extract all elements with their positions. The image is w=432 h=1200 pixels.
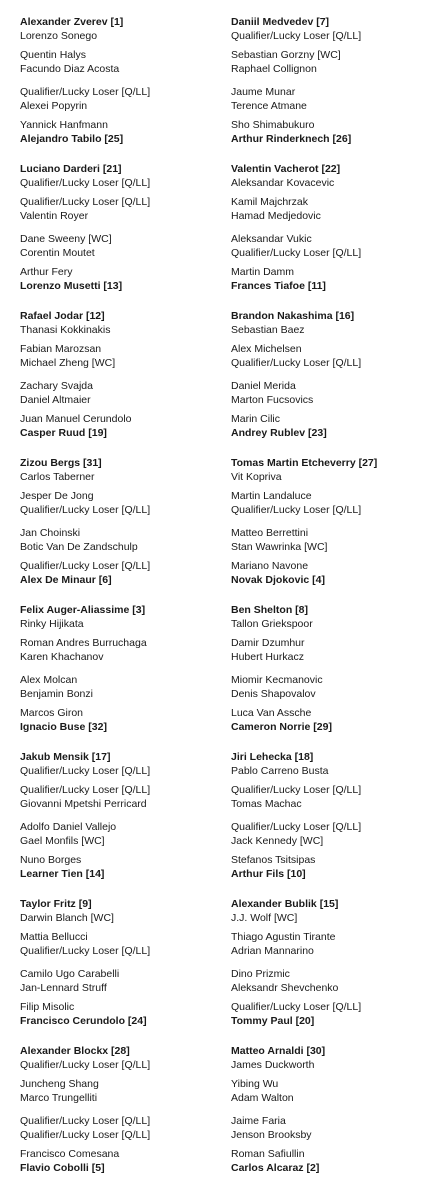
- player-name: Stan Wawrinka [WC]: [231, 540, 328, 553]
- seeded-player-name: Alex De Minaur [6]: [20, 573, 112, 586]
- seeded-player-name: Novak Djokovic [4]: [231, 573, 325, 586]
- draw-section: [231, 310, 431, 457]
- player-name: Thiago Agustin Tirante: [231, 931, 336, 943]
- match-pair: [20, 854, 220, 881]
- seeded-player-name: Frances Tiafoe [11]: [231, 279, 326, 292]
- match-pair: [231, 380, 431, 407]
- match-pair: [20, 196, 220, 223]
- player-name: Alexei Popyrin: [20, 99, 88, 112]
- player-name: Pablo Carreno Busta: [231, 764, 329, 777]
- match-pair: [20, 233, 220, 260]
- player-name: Qualifier/Lucky Loser [Q/LL]: [231, 356, 362, 369]
- match-pair: [231, 854, 431, 881]
- draw-section: [231, 163, 431, 310]
- draw-section: [231, 751, 431, 898]
- player-name: Juncheng Shang: [20, 1078, 99, 1090]
- seeded-player-name: Luciano Darderi [21]: [20, 163, 122, 175]
- match-pair: [20, 1115, 220, 1142]
- player-name: Mattia Bellucci: [20, 931, 88, 943]
- match-pair: [231, 343, 431, 370]
- seeded-player-name: Arthur Fils [10]: [231, 867, 306, 880]
- player-name: Roman Andres Burruchaga: [20, 637, 147, 649]
- match-pair: [20, 119, 220, 146]
- match-pair: [20, 163, 220, 190]
- player-name: Qualifier/Lucky Loser [Q/LL]: [20, 176, 151, 189]
- player-name: Denis Shapovalov: [231, 687, 316, 700]
- draw-section: [231, 898, 431, 1045]
- seeded-player-name: Flavio Cobolli [5]: [20, 1161, 105, 1174]
- player-name: Martin Damm: [231, 266, 295, 278]
- seeded-player-name: Alexander Zverev [1]: [20, 16, 124, 28]
- match-pair: [231, 1001, 431, 1028]
- match-pair: [231, 560, 431, 587]
- player-name: Miomir Kecmanovic: [231, 674, 323, 686]
- player-name: Adrian Mannarino: [231, 944, 314, 957]
- match-pair: [231, 527, 431, 554]
- player-name: Luca Van Assche: [231, 707, 312, 719]
- player-name: Tallon Griekspoor: [231, 617, 313, 630]
- seeded-player-name: Alexander Bublik [15]: [231, 898, 339, 910]
- seeded-player-name: Tommy Paul [20]: [231, 1014, 315, 1027]
- seeded-player-name: Rafael Jodar [12]: [20, 310, 105, 322]
- player-name: Hubert Hurkacz: [231, 650, 304, 663]
- player-name: Qualifier/Lucky Loser [Q/LL]: [20, 560, 151, 572]
- seeded-player-name: Casper Ruud [19]: [20, 426, 107, 439]
- player-name: Fabian Marozsan: [20, 343, 102, 355]
- match-pair: [20, 457, 220, 484]
- match-pair: [20, 1045, 220, 1072]
- match-pair: [20, 49, 220, 76]
- match-pair: [231, 266, 431, 293]
- player-name: Jenson Brooksby: [231, 1128, 312, 1141]
- player-name: J.J. Wolf [WC]: [231, 911, 298, 924]
- player-name: Qualifier/Lucky Loser [Q/LL]: [20, 1058, 151, 1071]
- match-pair: [20, 343, 220, 370]
- player-name: Qualifier/Lucky Loser [Q/LL]: [20, 86, 151, 98]
- player-name: Qualifier/Lucky Loser [Q/LL]: [20, 944, 151, 957]
- seeded-player-name: Brandon Nakashima [16]: [231, 310, 355, 322]
- match-pair: [231, 674, 431, 701]
- seeded-player-name: Learner Tien [14]: [20, 867, 105, 880]
- match-pair: [231, 707, 431, 734]
- draw-section: [231, 1045, 431, 1192]
- seeded-player-name: Francisco Cerundolo [24]: [20, 1014, 147, 1027]
- match-pair: [231, 1148, 431, 1175]
- match-pair: [231, 86, 431, 113]
- seeded-player-name: Alexander Blockx [28]: [20, 1045, 130, 1057]
- match-pair: [20, 931, 220, 958]
- player-name: Jesper De Jong: [20, 490, 94, 502]
- match-pair: [20, 674, 220, 701]
- player-name: Nuno Borges: [20, 854, 82, 866]
- player-name: James Duckworth: [231, 1058, 315, 1071]
- player-name: Camilo Ugo Carabelli: [20, 968, 120, 980]
- player-name: Jack Kennedy [WC]: [231, 834, 324, 847]
- match-pair: [20, 751, 220, 778]
- player-name: Martin Landaluce: [231, 490, 312, 502]
- player-name: Gael Monfils [WC]: [20, 834, 105, 847]
- player-name: Damir Dzumhur: [231, 637, 305, 649]
- player-name: Darwin Blanch [WC]: [20, 911, 114, 924]
- player-name: Corentin Moutet: [20, 246, 95, 259]
- match-pair: [231, 784, 431, 811]
- player-name: Hamad Medjedovic: [231, 209, 321, 222]
- seeded-player-name: Andrey Rublev [23]: [231, 426, 327, 439]
- draw-section: [20, 310, 220, 457]
- match-pair: [20, 86, 220, 113]
- match-pair: [20, 413, 220, 440]
- match-pair: [231, 49, 431, 76]
- player-name: Tomas Machac: [231, 797, 302, 810]
- match-pair: [20, 1148, 220, 1175]
- player-name: Carlos Taberner: [20, 470, 95, 483]
- player-name: Matteo Berrettini: [231, 527, 309, 539]
- seeded-player-name: Zizou Bergs [31]: [20, 457, 102, 469]
- draw-column-left: [20, 16, 220, 1192]
- player-name: Giovanni Mpetshi Perricard: [20, 797, 147, 810]
- player-name: Zachary Svajda: [20, 380, 93, 392]
- player-name: Qualifier/Lucky Loser [Q/LL]: [20, 1128, 151, 1141]
- seeded-player-name: Felix Auger-Aliassime [3]: [20, 604, 146, 616]
- draw-section: [20, 1045, 220, 1192]
- seeded-player-name: Carlos Alcaraz [2]: [231, 1161, 320, 1174]
- seeded-player-name: Taylor Fritz [9]: [20, 898, 92, 910]
- match-pair: [20, 380, 220, 407]
- player-name: Qualifier/Lucky Loser [Q/LL]: [231, 503, 362, 516]
- player-name: Sebastian Baez: [231, 323, 305, 336]
- player-name: Raphael Collignon: [231, 62, 317, 75]
- player-name: Yibing Wu: [231, 1078, 279, 1090]
- player-name: Qualifier/Lucky Loser [Q/LL]: [231, 246, 362, 259]
- player-name: Qualifier/Lucky Loser [Q/LL]: [231, 1001, 362, 1013]
- match-pair: [231, 1078, 431, 1105]
- player-name: Qualifier/Lucky Loser [Q/LL]: [20, 764, 151, 777]
- player-name: Facundo Diaz Acosta: [20, 62, 120, 75]
- match-pair: [20, 821, 220, 848]
- player-name: Roman Safiullin: [231, 1148, 305, 1160]
- player-name: Daniel Merida: [231, 380, 296, 392]
- player-name: Qualifier/Lucky Loser [Q/LL]: [231, 821, 362, 833]
- match-pair: [231, 413, 431, 440]
- player-name: Dino Prizmic: [231, 968, 290, 980]
- player-name: Adam Walton: [231, 1091, 294, 1104]
- player-name: Marin Cilic: [231, 413, 281, 425]
- player-name: Jan Choinski: [20, 527, 81, 539]
- player-name: Karen Khachanov: [20, 650, 104, 663]
- match-pair: [231, 931, 431, 958]
- player-name: Aleksandr Shevchenko: [231, 981, 339, 994]
- match-pair: [231, 821, 431, 848]
- player-name: Jaime Faria: [231, 1115, 286, 1127]
- player-name: Jan-Lennard Struff: [20, 981, 107, 994]
- match-pair: [20, 266, 220, 293]
- match-pair: [231, 490, 431, 517]
- player-name: Qualifier/Lucky Loser [Q/LL]: [231, 29, 362, 42]
- player-name: Sho Shimabukuro: [231, 119, 315, 131]
- draw-section: [20, 16, 220, 163]
- match-pair: [20, 1078, 220, 1105]
- player-name: Michael Zheng [WC]: [20, 356, 116, 369]
- match-pair: [231, 196, 431, 223]
- match-pair: [20, 968, 220, 995]
- match-pair: [20, 310, 220, 337]
- player-name: Vit Kopriva: [231, 470, 282, 483]
- player-name: Qualifier/Lucky Loser [Q/LL]: [20, 503, 151, 516]
- seeded-player-name: Jiri Lehecka [18]: [231, 751, 314, 763]
- seeded-player-name: Tomas Martin Etcheverry [27]: [231, 457, 378, 469]
- player-name: Yannick Hanfmann: [20, 119, 108, 131]
- player-name: Terence Atmane: [231, 99, 307, 112]
- match-pair: [231, 968, 431, 995]
- match-pair: [231, 1045, 431, 1072]
- match-pair: [231, 163, 431, 190]
- match-pair: [20, 637, 220, 664]
- player-name: Sebastian Gorzny [WC]: [231, 49, 341, 61]
- player-name: Benjamin Bonzi: [20, 687, 93, 700]
- draw-section: [20, 163, 220, 310]
- seeded-player-name: Lorenzo Musetti [13]: [20, 279, 123, 292]
- seeded-player-name: Alejandro Tabilo [25]: [20, 132, 124, 145]
- draw-section: [20, 751, 220, 898]
- player-name: Qualifier/Lucky Loser [Q/LL]: [20, 1115, 151, 1127]
- match-pair: [20, 1001, 220, 1028]
- player-name: Alex Molcan: [20, 674, 78, 686]
- match-pair: [20, 560, 220, 587]
- player-name: Juan Manuel Cerundolo: [20, 413, 132, 425]
- draw-section: [20, 604, 220, 751]
- match-pair: [231, 310, 431, 337]
- seeded-player-name: Ben Shelton [8]: [231, 604, 309, 616]
- match-pair: [231, 16, 431, 43]
- match-pair: [20, 898, 220, 925]
- match-pair: [231, 119, 431, 146]
- player-name: Aleksandar Kovacevic: [231, 176, 335, 189]
- draw-section: [231, 457, 431, 604]
- match-pair: [231, 233, 431, 260]
- player-name: Stefanos Tsitsipas: [231, 854, 316, 866]
- match-pair: [20, 16, 220, 43]
- match-pair: [231, 1115, 431, 1142]
- seeded-player-name: Jakub Mensik [17]: [20, 751, 111, 763]
- match-pair: [20, 784, 220, 811]
- player-name: Rinky Hijikata: [20, 617, 84, 630]
- player-name: Dane Sweeny [WC]: [20, 233, 112, 245]
- player-name: Botic Van De Zandschulp: [20, 540, 138, 553]
- player-name: Mariano Navone: [231, 560, 309, 572]
- player-name: Qualifier/Lucky Loser [Q/LL]: [20, 196, 151, 208]
- match-pair: [231, 457, 431, 484]
- player-name: Jaume Munar: [231, 86, 296, 98]
- player-name: Thanasi Kokkinakis: [20, 323, 111, 336]
- match-pair: [231, 751, 431, 778]
- player-name: Adolfo Daniel Vallejo: [20, 821, 117, 833]
- match-pair: [20, 604, 220, 631]
- player-name: Marco Trungelliti: [20, 1091, 98, 1104]
- seeded-player-name: Arthur Rinderknech [26]: [231, 132, 352, 145]
- match-pair: [231, 637, 431, 664]
- player-name: Aleksandar Vukic: [231, 233, 312, 245]
- match-pair: [20, 527, 220, 554]
- match-pair: [231, 898, 431, 925]
- draw-section: [231, 16, 431, 163]
- draw-column-right: [231, 16, 431, 1192]
- player-name: Qualifier/Lucky Loser [Q/LL]: [20, 784, 151, 796]
- player-name: Marcos Giron: [20, 707, 84, 719]
- player-name: Daniel Altmaier: [20, 393, 91, 406]
- player-name: Arthur Fery: [20, 266, 73, 278]
- player-name: Lorenzo Sonego: [20, 29, 98, 42]
- draw-section: [231, 604, 431, 751]
- player-name: Quentin Halys: [20, 49, 86, 61]
- seeded-player-name: Cameron Norrie [29]: [231, 720, 332, 733]
- match-pair: [20, 707, 220, 734]
- player-name: Alex Michelsen: [231, 343, 302, 355]
- player-name: Marton Fucsovics: [231, 393, 314, 406]
- seeded-player-name: Ignacio Buse [32]: [20, 720, 107, 733]
- seeded-player-name: Matteo Arnaldi [30]: [231, 1045, 326, 1057]
- seeded-player-name: Valentin Vacherot [22]: [231, 163, 341, 175]
- player-name: Francisco Comesana: [20, 1148, 120, 1160]
- player-name: Kamil Majchrzak: [231, 196, 309, 208]
- player-name: Qualifier/Lucky Loser [Q/LL]: [231, 784, 362, 796]
- player-name: Filip Misolic: [20, 1001, 75, 1013]
- draw-section: [20, 457, 220, 604]
- match-pair: [20, 490, 220, 517]
- match-pair: [231, 604, 431, 631]
- seeded-player-name: Daniil Medvedev [7]: [231, 16, 330, 28]
- player-name: Valentin Royer: [20, 209, 89, 222]
- draw-section: [20, 898, 220, 1045]
